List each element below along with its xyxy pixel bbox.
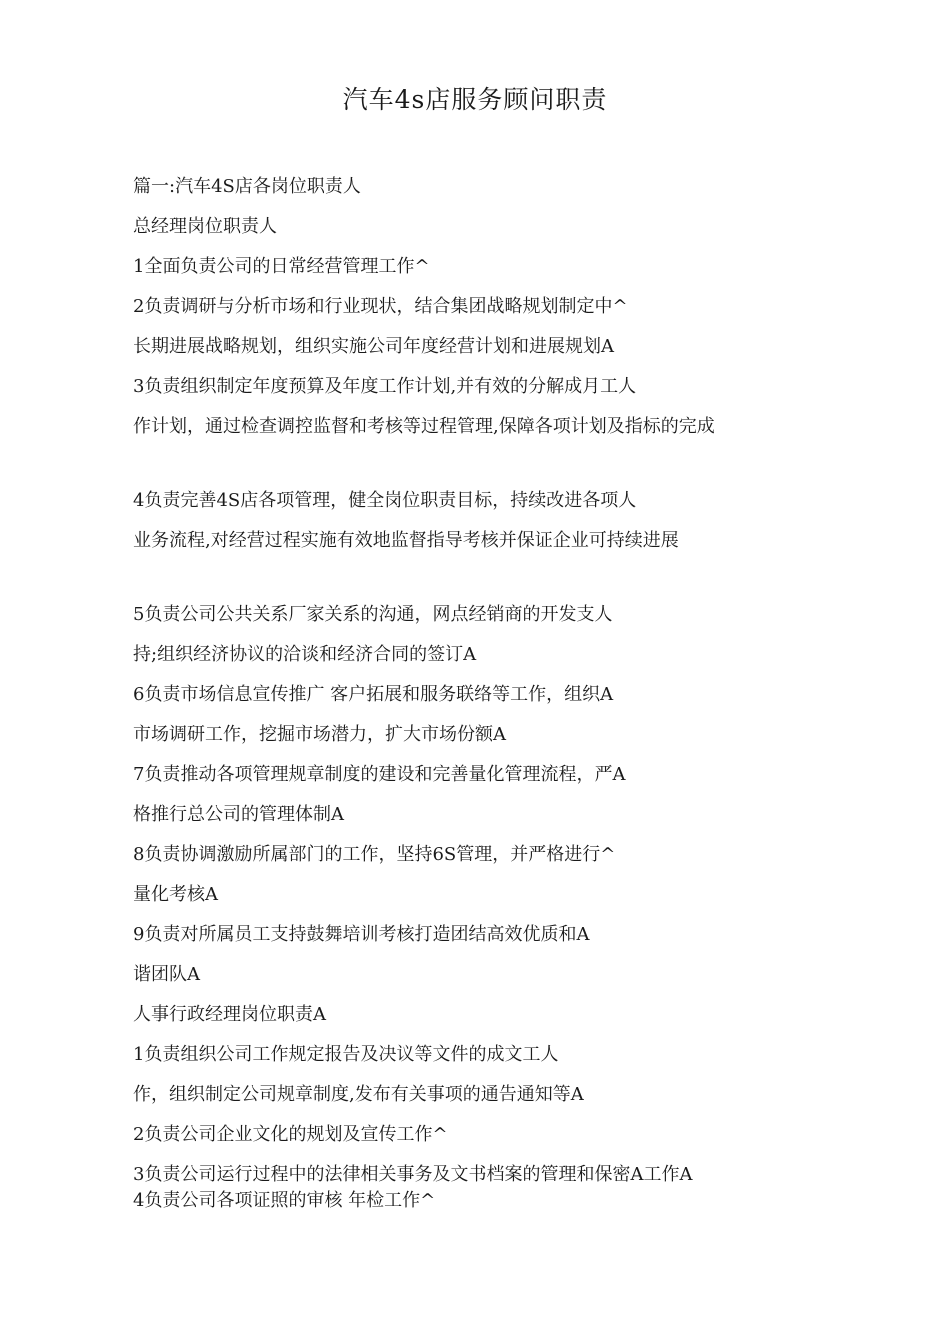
body-text [133,170,813,1224]
text-line: 2负责公司企业文化的规划及宣传工作^ [133,1124,448,1145]
blank-line [133,450,813,484]
text-line: 9负责对所属员工支持鼓舞培训考核打造团结高效优质和A [133,924,590,945]
page-title: 汽车4s店服务顾问职责 [342,85,608,114]
text-line: 市场调研工作，挖掘市场潜力，扩大市场份额A [133,724,506,745]
text-line: 1全面负责公司的日常经营管理工作^ [133,256,430,277]
text-line: 篇一:汽车4S店各岗位职责人 [133,176,361,197]
section-heading: 人事行政经理岗位职责A [133,1004,326,1025]
text-line: 长期进展战略规划，组织实施公司年度经营计划和进展规划A [133,336,614,357]
text-line: 谐团队A [133,964,200,985]
text-line: 3负责组织制定年度预算及年度工作计划,并有效的分解成月工人 [133,376,637,397]
text-line: 作计划，通过检查调控监督和考核等过程管理,保障各项计划及指标的完成 [133,416,715,437]
text-line: 持;组织经济协议的洽谈和经济合同的签订A [133,644,477,665]
text-line: 7负责推动各项管理规章制度的建设和完善量化管理流程，严A [133,764,626,785]
text-line: 作，组织制定公司规章制度,发布有关事项的通告通知等A [133,1084,584,1105]
text-line: 6负责市场信息宣传推广 客户拓展和服务联络等工作，组织A [133,684,614,705]
text-line: 4负责完善4S店各项管理，健全岗位职责目标，持续改进各项人 [133,490,637,511]
text-line: 3负责公司运行过程中的法律相关事务及文书档案的管理和保密A工作A [133,1164,693,1185]
text-line: 业务流程,对经营过程实施有效地监督指导考核并保证企业可持续进展 [133,530,679,551]
blank-line [133,564,813,598]
text-line: 量化考核A [133,884,218,905]
text-line: 8负责协调激励所属部门的工作，坚持6S管理，并严格进行^ [133,844,616,865]
text-line: 1负责组织公司工作规定报告及决议等文件的成文工人 [133,1044,559,1065]
text-line: 格推行总公司的管理体制A [133,804,344,825]
text-line: 总经理岗位职责人 [133,216,277,237]
text-line: 4负责公司各项证照的审核 年检工作^ [133,1190,436,1211]
text-line: 5负责公司公共关系厂家关系的沟通，网点经销商的开发支人 [133,604,613,625]
text-line: 2负责调研与分析市场和行业现状，结合集团战略规划制定中^ [133,296,628,317]
